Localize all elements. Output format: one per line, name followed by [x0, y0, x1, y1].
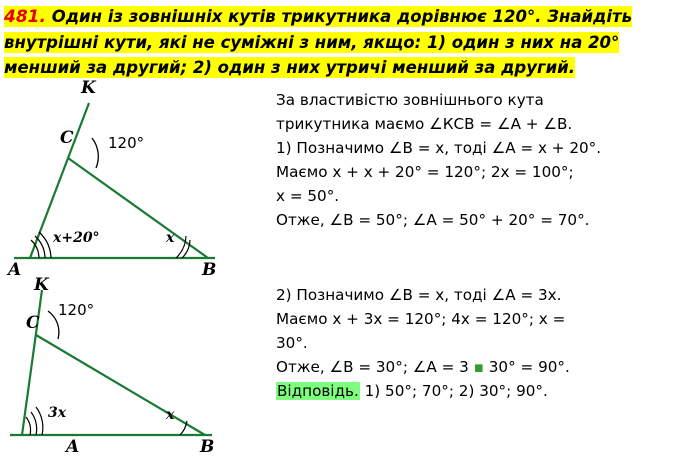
solution2-line-3: 30°.	[276, 334, 308, 352]
problem-statement-line-1	[4, 4, 691, 30]
solution-line-3: 1) Позначимо ∠В = х, тоді ∠А = х + 20°.	[276, 139, 602, 157]
label-C-fig2: C	[26, 313, 40, 333]
triangle-diagram-2	[0, 275, 270, 458]
solution-line-5: х = 50°.	[276, 187, 340, 205]
angle-value-A-fig1: x+20°	[53, 230, 100, 246]
problem-statement-line-2	[4, 30, 691, 55]
answer-line	[276, 379, 691, 403]
label-A-fig2: A	[66, 437, 80, 457]
solution2-line-1: 2) Позначимо ∠В = х, тоді ∠А = 3х.	[276, 286, 562, 304]
label-K-fig1: K	[81, 78, 96, 98]
triangle-diagram-2-svg	[0, 283, 270, 458]
answer-label: Відповідь.	[277, 382, 359, 400]
solution-line-6: Отже, ∠В = 50°; ∠А = 50° + 20° = 70°.	[276, 211, 590, 229]
angle-value-C-fig2: 120°	[58, 301, 95, 319]
label-B-fig2: B	[200, 437, 215, 457]
problem-statement-line-3	[4, 55, 691, 80]
solution-line-1: За властивістю зовнішнього кута	[276, 91, 544, 109]
angle-value-A-fig2: 3x	[48, 405, 67, 421]
triangle-diagram-1-svg	[0, 82, 270, 282]
angle-value-B-fig1: x	[166, 230, 175, 246]
solution-part-1	[276, 88, 691, 232]
solution2-line-2: Маємо х + 3х = 120°; 4х = 120°; х =	[276, 310, 566, 328]
angle-value-C-fig1: 120°	[108, 134, 145, 152]
angle-value-B-fig2: x	[166, 407, 175, 423]
problem-statement	[0, 0, 695, 86]
label-K-fig2: K	[34, 275, 49, 295]
final-prefix: Отже, ∠В = 30°; ∠А = 3	[276, 358, 474, 376]
angle-arc-A-1	[26, 417, 31, 435]
answer-value: 1) 50°; 70°; 2) 30°; 90°.	[359, 382, 548, 400]
label-A-fig1: A	[8, 260, 22, 280]
final-suffix: 30° = 90°.	[483, 358, 570, 376]
multiplication-dot-icon: ▪	[473, 358, 484, 376]
angle-arc-A-2	[31, 412, 37, 435]
problem-number: 481.	[4, 7, 46, 27]
problem-text-1: Один із зовнішніх кутів трикутника дорівнює 120°. Знайдіть	[51, 7, 633, 26]
problem-text-2: внутрішні кути, які не суміжні з ним, якщо: 1) один з них на 20°	[4, 33, 620, 52]
label-B-fig1: B	[202, 260, 217, 280]
label-C-fig1: C	[60, 128, 74, 148]
triangle-diagram-1	[0, 78, 270, 282]
angle-arc-C	[92, 138, 98, 168]
solution-part-2	[276, 283, 691, 403]
solution-line-2: трикутника маємо ∠КСВ = ∠А + ∠В.	[276, 115, 573, 133]
solution-line-4: Маємо х + х + 20° = 120°; 2х = 100°;	[276, 163, 574, 181]
solution2-final-line	[276, 355, 691, 379]
problem-text-3: менший за другий; 2) один з них утричі менший за другий.	[4, 58, 575, 77]
